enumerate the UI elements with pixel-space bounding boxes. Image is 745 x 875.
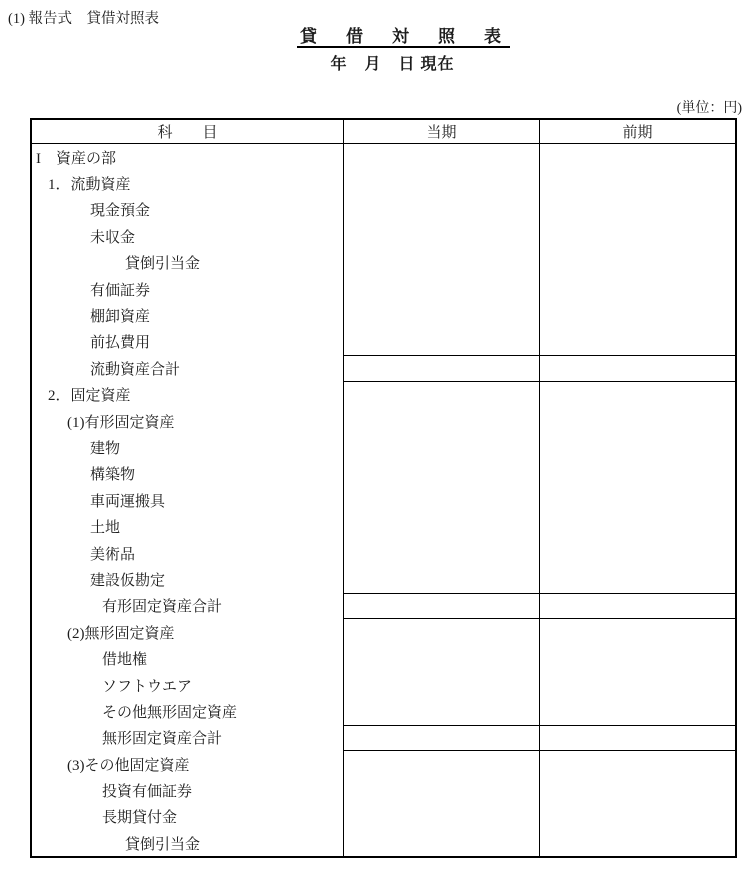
previous-period-cell bbox=[539, 830, 735, 856]
previous-period-cell bbox=[539, 223, 735, 249]
previous-period-cell bbox=[539, 434, 735, 460]
account-label: (2)無形固定資産 bbox=[67, 625, 175, 642]
account-label: 貸倒引当金 bbox=[125, 256, 201, 273]
current-period-cell bbox=[343, 672, 539, 698]
previous-period-cell bbox=[539, 355, 735, 381]
current-period-cell bbox=[343, 540, 539, 566]
current-period-cell bbox=[343, 487, 539, 513]
table-row bbox=[32, 566, 735, 592]
previous-period-cell bbox=[539, 170, 735, 196]
current-period-cell bbox=[343, 593, 539, 619]
table-row bbox=[32, 672, 735, 698]
account-label: 建設仮勘定 bbox=[90, 572, 166, 589]
table-row bbox=[32, 513, 735, 539]
current-period-cell bbox=[343, 725, 539, 751]
current-period-cell bbox=[343, 619, 539, 645]
current-period-cell bbox=[343, 302, 539, 328]
previous-period-cell bbox=[539, 144, 735, 170]
table-row bbox=[32, 144, 735, 170]
previous-period-cell bbox=[539, 461, 735, 487]
previous-period-cell bbox=[539, 777, 735, 803]
table-row bbox=[32, 777, 735, 803]
account-label: 有価証券 bbox=[90, 282, 151, 299]
previous-period-cell bbox=[539, 487, 735, 513]
table-header-row bbox=[32, 120, 735, 144]
current-period-cell bbox=[343, 461, 539, 487]
account-label: 貸倒引当金 bbox=[125, 836, 201, 853]
previous-period-cell bbox=[539, 329, 735, 355]
current-period-cell bbox=[343, 777, 539, 803]
previous-period-cell bbox=[539, 302, 735, 328]
previous-period-cell bbox=[539, 540, 735, 566]
previous-period-cell bbox=[539, 698, 735, 724]
previous-period-cell bbox=[539, 250, 735, 276]
account-label: (1)有形固定資産 bbox=[67, 414, 175, 431]
account-label: 有形固定資産合計 bbox=[102, 599, 223, 616]
table-row bbox=[32, 250, 735, 276]
current-period-cell bbox=[343, 804, 539, 830]
current-period-cell bbox=[343, 751, 539, 777]
current-period-cell bbox=[343, 513, 539, 539]
current-period-cell bbox=[343, 566, 539, 592]
current-period-cell bbox=[343, 223, 539, 249]
previous-period-cell bbox=[539, 276, 735, 302]
table-row bbox=[32, 830, 735, 856]
previous-period-cell bbox=[539, 513, 735, 539]
title-block bbox=[0, 27, 745, 48]
table-row bbox=[32, 487, 735, 513]
table-body bbox=[32, 144, 735, 857]
current-period-cell bbox=[343, 144, 539, 170]
account-label: 土地 bbox=[90, 520, 121, 537]
current-period-cell bbox=[343, 408, 539, 434]
account-label: 無形固定資産合計 bbox=[102, 731, 223, 748]
table-row bbox=[32, 302, 735, 328]
current-period-cell bbox=[343, 355, 539, 381]
account-label: 車両運搬具 bbox=[90, 493, 166, 510]
account-label: その他無形固定資産 bbox=[102, 704, 238, 721]
as-of-date-line: 年 月 日 現在 bbox=[330, 56, 455, 73]
account-label: 美術品 bbox=[90, 546, 136, 563]
previous-period-cell bbox=[539, 751, 735, 777]
page-heading: (1) 報告式 貸借対照表 bbox=[8, 11, 160, 27]
table-row bbox=[32, 434, 735, 460]
table-row bbox=[32, 276, 735, 302]
page-title: 貸 借 対 照 表 bbox=[297, 27, 510, 48]
table-row bbox=[32, 382, 735, 408]
account-label: 建物 bbox=[90, 440, 121, 457]
account-label: 長期貸付金 bbox=[102, 810, 178, 827]
previous-period-cell bbox=[539, 645, 735, 671]
date-block bbox=[0, 51, 745, 74]
table-row bbox=[32, 804, 735, 830]
account-label: 棚卸資産 bbox=[90, 309, 151, 326]
column-header-current-period: 当期 bbox=[343, 120, 539, 143]
table-row bbox=[32, 408, 735, 434]
current-period-cell bbox=[343, 382, 539, 408]
account-label: 2．固定資産 bbox=[48, 388, 131, 405]
account-label: (3)その他固定資産 bbox=[67, 757, 190, 774]
table-row bbox=[32, 751, 735, 777]
account-label: 借地権 bbox=[102, 652, 148, 669]
current-period-cell bbox=[343, 434, 539, 460]
table-row bbox=[32, 329, 735, 355]
previous-period-cell bbox=[539, 408, 735, 434]
current-period-cell bbox=[343, 170, 539, 196]
table-row bbox=[32, 355, 735, 381]
previous-period-cell bbox=[539, 566, 735, 592]
column-header-previous-period: 前期 bbox=[539, 120, 735, 143]
current-period-cell bbox=[343, 329, 539, 355]
previous-period-cell bbox=[539, 382, 735, 408]
previous-period-cell bbox=[539, 593, 735, 619]
account-label: 構築物 bbox=[90, 467, 136, 484]
table-row bbox=[32, 170, 735, 196]
table-row bbox=[32, 197, 735, 223]
table-row bbox=[32, 223, 735, 249]
balance-sheet-table bbox=[30, 118, 737, 858]
table-row bbox=[32, 725, 735, 751]
unit-label: (単位：円) bbox=[676, 101, 742, 116]
previous-period-cell bbox=[539, 804, 735, 830]
current-period-cell bbox=[343, 645, 539, 671]
current-period-cell bbox=[343, 276, 539, 302]
table-row bbox=[32, 593, 735, 619]
current-period-cell bbox=[343, 197, 539, 223]
account-label: 流動資産合計 bbox=[90, 361, 181, 378]
previous-period-cell bbox=[539, 672, 735, 698]
table-row bbox=[32, 540, 735, 566]
previous-period-cell bbox=[539, 725, 735, 751]
table-row bbox=[32, 645, 735, 671]
account-label: 現金預金 bbox=[90, 203, 151, 220]
current-period-cell bbox=[343, 830, 539, 856]
previous-period-cell bbox=[539, 619, 735, 645]
account-label: 投資有価証券 bbox=[102, 784, 193, 801]
current-period-cell bbox=[343, 250, 539, 276]
previous-period-cell bbox=[539, 197, 735, 223]
account-label: I 資産の部 bbox=[36, 150, 116, 167]
account-label: 未収金 bbox=[90, 229, 136, 246]
table-row bbox=[32, 461, 735, 487]
table-row bbox=[32, 619, 735, 645]
account-label: ソフトウエア bbox=[102, 678, 193, 695]
current-period-cell bbox=[343, 698, 539, 724]
account-label: 前払費用 bbox=[90, 335, 151, 352]
account-label: 1．流動資産 bbox=[48, 177, 131, 194]
column-header-subject: 科 目 bbox=[157, 125, 218, 141]
table-row bbox=[32, 698, 735, 724]
